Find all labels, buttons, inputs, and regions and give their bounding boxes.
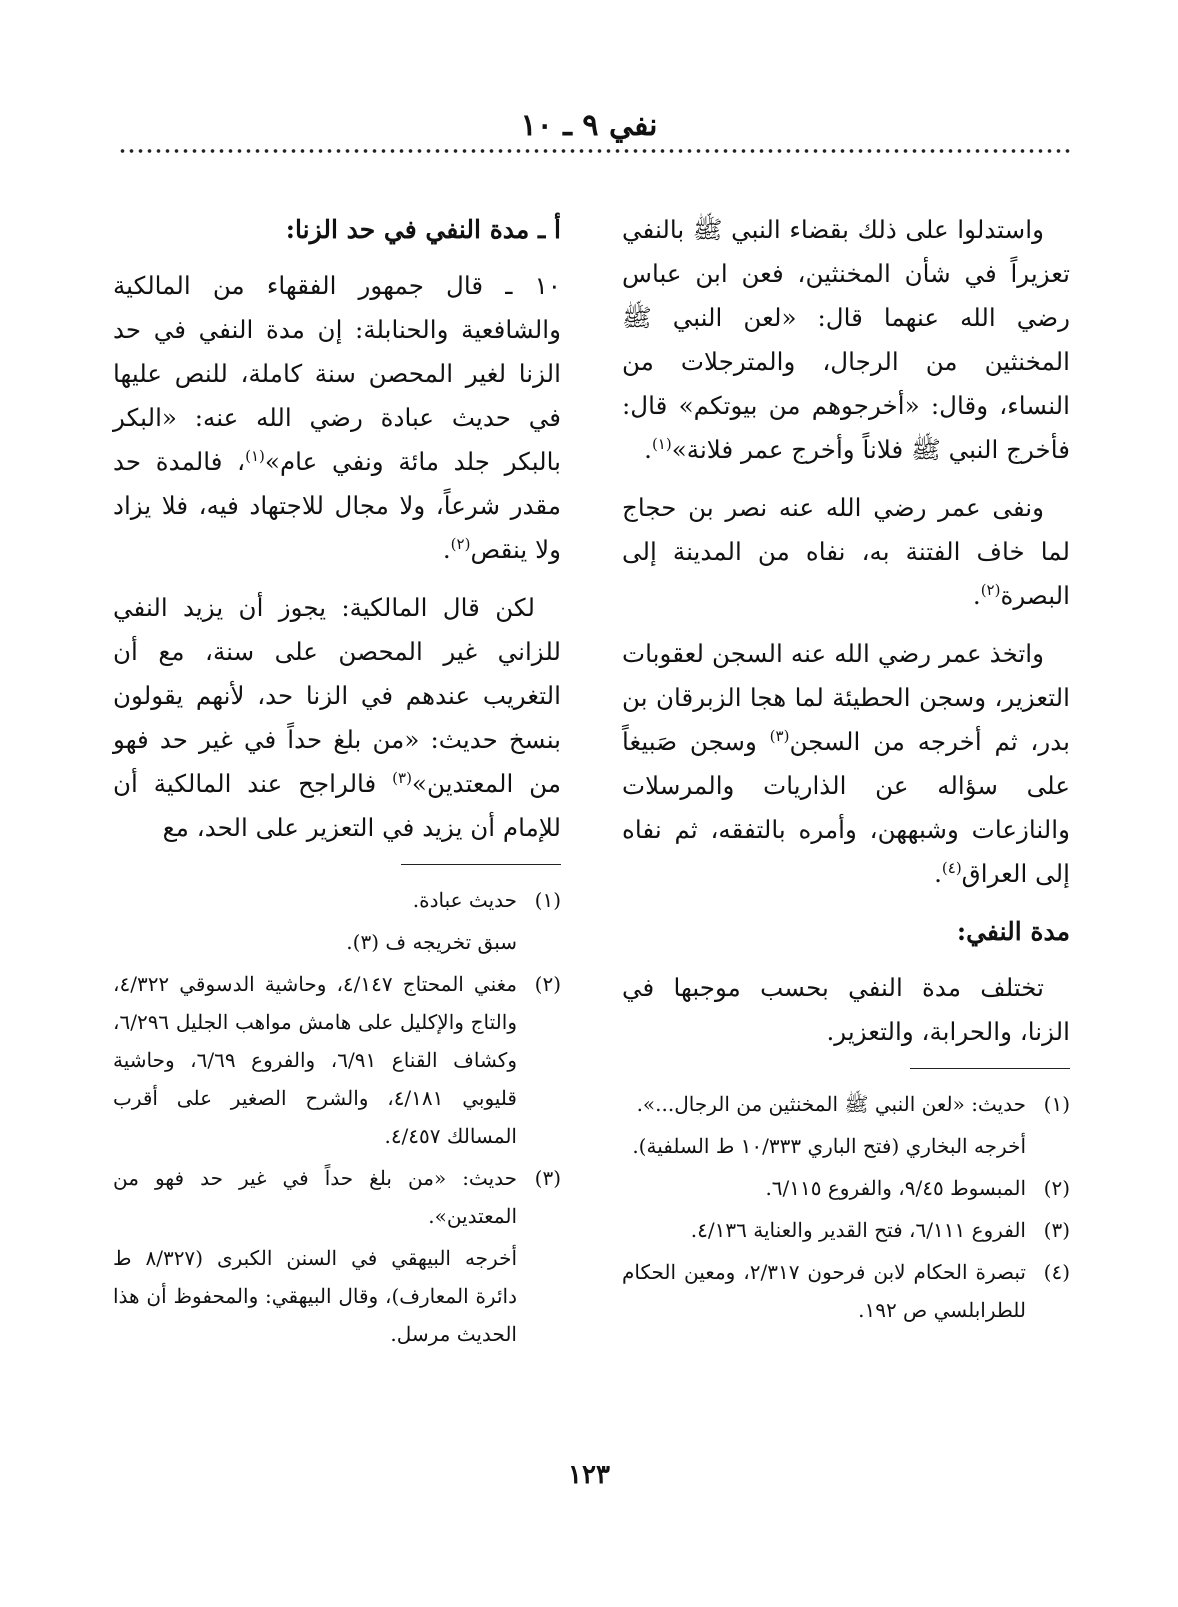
paragraph: ونفى عمر رضي الله عنه نصر بن حجاج لما خاف الفتنة به، نفاه من المدينة إلى البصرة$^{(٢)}$. — [622, 493, 1070, 610]
footnote-number: (٢) — [534, 972, 561, 996]
footnote-number: (٤) — [1043, 1260, 1070, 1284]
left-footnotes — [113, 881, 561, 1353]
left-column — [113, 208, 561, 1357]
paragraph-text: لكن قال المالكية: يجوز أن يزيد النفي للزاني غير المحصن على سنة، مع أن التغريب عندهم في الزنا حد، لأنهم يقولون بنسخ حديث: «من بلغ حداً في غير حد فهو من المعتدين» — [113, 593, 561, 798]
page-number: ١٢٣ — [568, 1460, 610, 1490]
footnote-ref: (١) — [651, 434, 672, 453]
footnote-text: مغني المحتاج ٤/١٤٧، وحاشية الدسوقي ٤/٣٢٢، والتاج والإكليل على هامش مواهب الجليل ٦/٢٩٦، وكشاف القناع ٦/٩١، والفروع ٦/٦٩، وحاشية قليوبي ٤/١٨١، والشرح الصغير على أقرب المسالك ٤/٤٥٧. — [113, 972, 517, 1148]
paragraph-text: ونفى عمر رضي الله عنه نصر بن حجاج لما خاف الفتنة به، نفاه من المدينة إلى البصرة — [622, 493, 1070, 610]
right-column — [622, 208, 1070, 1333]
footnote-text: الفروع ٦/١١١، فتح القدير والعناية ٤/١٣٦. — [690, 1218, 1026, 1242]
paragraph-text: ١٠ ـ قال جمهور الفقهاء من المالكية والشافعية والحنابلة: إن مدة النفي في حد الزنا لغير المحصن سنة كاملة، للنص عليها في حديث عبادة رضي الله عنه: «البكر بالبكر جلد مائة ونفي عام» — [113, 271, 561, 476]
left-body — [113, 208, 561, 850]
footnote-number: (٢) — [1043, 1176, 1070, 1200]
paragraph — [113, 586, 561, 850]
footnote — [622, 1169, 1070, 1207]
footnote-number: (١) — [1043, 1092, 1070, 1116]
section-heading: مدة النفي: — [956, 917, 1070, 946]
right-body — [622, 208, 1070, 1054]
footnote-ref: (٢) — [980, 580, 1001, 599]
footnote — [113, 1239, 561, 1353]
footnote-number: (٣) — [534, 1166, 561, 1190]
paragraph: واستدلوا على ذلك بقضاء النبي ﷺ بالنفي تعزيراً في شأن المخنثين، فعن ابن عباس رضي الله عنهما قال: «لعن النبي ﷺ المخنثين من الرجال، والمترجلات من النساء، وقال: «أخرجوهم من بيوتكم» قال: فأخرج النبي ﷺ فلاناً وأخرج عمر فلانة»$^{(١)}$. — [622, 215, 1070, 464]
footnote — [113, 923, 561, 961]
paragraph-text: واستدلوا على ذلك بقضاء النبي ﷺ بالنفي تعزيراً في شأن المخنثين، فعن ابن عباس رضي الله عنهما قال: «لعن النبي ﷺ المخنثين من الرجال، والمترجلات من النساء، وقال: «أخرجوهم من بيوتكم» قال: فأخرج النبي ﷺ فلاناً وأخرج عمر فلانة» — [622, 215, 1070, 464]
footnote-text: تبصرة الحكام لابن فرحون ٢/٣١٧، ومعين الحكام للطرابلسي ص ١٩٢. — [622, 1260, 1026, 1322]
paragraph: تختلف مدة النفي بحسب موجبها في الزنا، والحرابة، والتعزير. — [622, 973, 1070, 1046]
footnote — [622, 1211, 1070, 1249]
footnote — [113, 965, 561, 1155]
footnote-text: المبسوط ٩/٤٥، والفروع ٦/١١٥. — [765, 1176, 1026, 1200]
footnote-number: (٣) — [1043, 1218, 1070, 1242]
footnote-number: (١) — [534, 888, 561, 912]
paragraph: واتخذ عمر رضي الله عنه السجن لعقوبات التعزير، وسجن الحطيئة لما هجا الزبرقان بن بدر، ثم أخرجه من السجن$^{(٣)}$ وسجن صَبيغاً على سؤاله عن الذاريات والمرسلات والنازعات وشبههن، وأمره بالتفقه، ثم نفاه إلى العراق$^{(٤)}$. — [622, 639, 1070, 888]
footnote — [622, 1085, 1070, 1123]
footnote — [113, 1159, 561, 1235]
section-heading: أ ـ مدة النفي في حد الزنا: — [285, 215, 561, 244]
footnote — [113, 881, 561, 919]
footnote-ref: (٢) — [450, 534, 471, 553]
paragraph-text: ، فالمدة حد مقدر شرعاً، ولا مجال للاجتهاد فيه، فلا يزاد ولا ينقص — [113, 447, 561, 564]
paragraph: ١٠ ـ قال جمهور الفقهاء من المالكية والشافعية والحنابلة: إن مدة النفي في حد الزنا لغير المحصن سنة كاملة، للنص عليها في حديث عبادة رضي الله عنه: «البكر بالبكر جلد مائة ونفي عام»$^{(١)}$، فالمدة حد مقدر شرعاً، ولا مجال للاجتهاد فيه، فلا يزاد ولا ينقص$^{(٢)}$. — [113, 271, 561, 564]
paragraph-text: وسجن صَبيغاً على سؤاله عن الذاريات والمرسلات والنازعات وشبههن، وأمره بالتفقه، ثم نفاه إلى العراق — [622, 727, 1070, 888]
footnote-text: سبق تخريجه ف (٣). — [346, 930, 517, 954]
footnote — [622, 1253, 1070, 1329]
paragraph-text: واتخذ عمر رضي الله عنه السجن لعقوبات التعزير، وسجن الحطيئة لما هجا الزبرقان بن بدر، ثم أخرجه من السجن — [622, 639, 1070, 756]
paragraph-text: فالراجح عند المالكية أن للإمام أن يزيد في التعزير على الحد، مع — [113, 769, 561, 842]
footnote-rule — [401, 864, 561, 865]
footnote-text: حديث: «لعن النبي ﷺ المخنثين من الرجال...». — [636, 1092, 1026, 1116]
footnote — [622, 1127, 1070, 1165]
footnote-ref: (٣) — [392, 768, 412, 787]
footnote-text: حديث: «من بلغ حداً في غير حد فهو من المعتدين». — [113, 1166, 517, 1228]
footnote-ref: (٣) — [769, 726, 790, 745]
footnote-text: حديث عبادة. — [412, 888, 517, 912]
footnote-text: أخرجه البيهقي في السنن الكبرى (٨/٣٢٧ ط دائرة المعارف)، وقال البيهقي: والمحفوظ أن هذا الحديث مرسل. — [113, 1246, 517, 1346]
dotted-divider — [118, 146, 1073, 156]
running-header: نفي ٩ ـ ١٠ — [520, 108, 658, 143]
right-footnotes — [622, 1085, 1070, 1329]
footnote-ref: (١) — [245, 446, 265, 465]
footnote-text: أخرجه البخاري (فتح الباري ١٠/٣٣٣ ط السلفية). — [632, 1134, 1026, 1158]
footnote-ref: (٤) — [941, 858, 962, 877]
footnote-rule — [910, 1068, 1070, 1069]
